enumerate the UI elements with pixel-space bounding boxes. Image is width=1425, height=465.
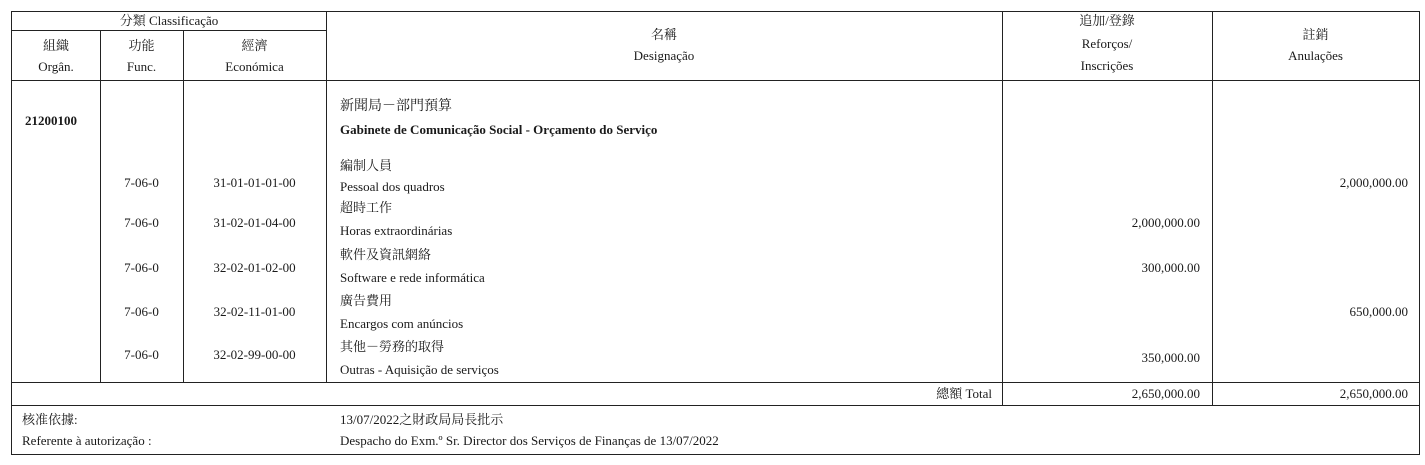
col-divider-func — [183, 31, 184, 382]
classification-header — [12, 13, 326, 29]
authorization-label-pt: Referente à autorização : — [22, 433, 152, 448]
table-row-2-econ: 31-02-01-04-00 — [213, 215, 296, 230]
col-divider-econ — [326, 12, 327, 382]
organ-name-pt: Gabinete de Comunicação Social - Orçamento do Serviço — [340, 122, 658, 137]
organ-name-zh: 新聞局－部門預算 — [340, 99, 452, 114]
authorization-text-pt: Despacho do Exm.º Sr. Director dos Serviços de Finanças de 13/07/2022 — [340, 433, 719, 448]
total-bottom-line — [12, 405, 1419, 406]
col-divider-reforcos — [1212, 12, 1213, 405]
organ-header-zh: 組織 — [42, 38, 69, 53]
table-row-3-econ: 32-02-01-02-00 — [213, 260, 296, 275]
table-row-1-econ: 31-01-01-01-00 — [213, 175, 296, 190]
func-header-zh: 功能 — [128, 38, 155, 53]
total-top-line — [12, 382, 1419, 383]
anulacoes-header-zh: 註銷 — [1302, 27, 1329, 42]
organ-header-pt: Orgân. — [38, 59, 74, 74]
authorization-label-zh: 核准依據: — [22, 412, 78, 427]
table-row-2-name-zh: 超時工作 — [340, 200, 393, 215]
table-row-4-anulacoes: 650,000.00 — [1349, 304, 1408, 319]
func-header-pt: Func. — [126, 59, 157, 74]
total-label — [326, 386, 992, 402]
classification-underline — [12, 30, 326, 31]
anulacoes-header-pt: Anulações — [1288, 48, 1343, 63]
total-label-pt: Total — [965, 386, 992, 401]
classification-header-pt: Classificação — [148, 13, 219, 28]
budget-table — [11, 11, 1420, 455]
econ-header-pt: Económica — [225, 59, 284, 74]
table-row-3-func: 7-06-0 — [124, 260, 159, 275]
table-row-5-name-pt: Outras - Aquisição de serviços — [340, 362, 499, 377]
classification-header-zh: 分類 — [119, 13, 146, 28]
table-row-1-func: 7-06-0 — [124, 175, 159, 190]
table-row-3-name-zh: 軟件及資訊網絡 — [340, 247, 432, 262]
designation-header-pt: Designação — [633, 48, 695, 63]
table-row-4-name-pt: Encargos com anúncios — [340, 316, 464, 331]
table-row-5-econ: 32-02-99-00-00 — [213, 347, 296, 362]
designation-header-zh: 名稱 — [650, 27, 677, 42]
reforcos-header-zh: 追加/登錄 — [1079, 13, 1135, 28]
table-row-4-name-zh: 廣告費用 — [340, 293, 393, 308]
table-row-5-func: 7-06-0 — [124, 347, 159, 362]
table-row-3-name-pt: Software e rede informática — [340, 270, 485, 285]
reforcos-header-pt1: Reforços/ — [1081, 36, 1133, 51]
organ-code: 21200100 — [25, 113, 77, 128]
table-row-4-econ: 32-02-11-01-00 — [213, 304, 296, 319]
col-divider-organ — [100, 31, 101, 382]
table-row-2-func: 7-06-0 — [124, 215, 159, 230]
reforcos-header-pt2: Inscrições — [1080, 58, 1134, 73]
table-row-5-name-zh: 其他－勞務的取得 — [340, 339, 445, 354]
header-bottom-line — [12, 80, 1419, 81]
table-row-2-reforcos: 2,000,000.00 — [1131, 215, 1200, 230]
total-anulacoes: 2,650,000.00 — [1339, 386, 1408, 401]
authorization-text-zh: 13/07/2022之財政局局長批示 — [340, 412, 504, 427]
table-row-2-name-pt: Horas extraordinárias — [340, 223, 453, 238]
total-reforcos: 2,650,000.00 — [1131, 386, 1200, 401]
table-row-4-func: 7-06-0 — [124, 304, 159, 319]
table-row-1-anulacoes: 2,000,000.00 — [1339, 175, 1408, 190]
econ-header-zh: 經濟 — [241, 38, 268, 53]
table-row-5-reforcos: 350,000.00 — [1141, 350, 1200, 365]
table-row-1-name-pt: Pessoal dos quadros — [340, 179, 445, 194]
table-row-1-name-zh: 編制人員 — [340, 158, 393, 173]
table-row-3-reforcos: 300,000.00 — [1141, 260, 1200, 275]
total-label-zh: 總額 — [936, 386, 963, 401]
